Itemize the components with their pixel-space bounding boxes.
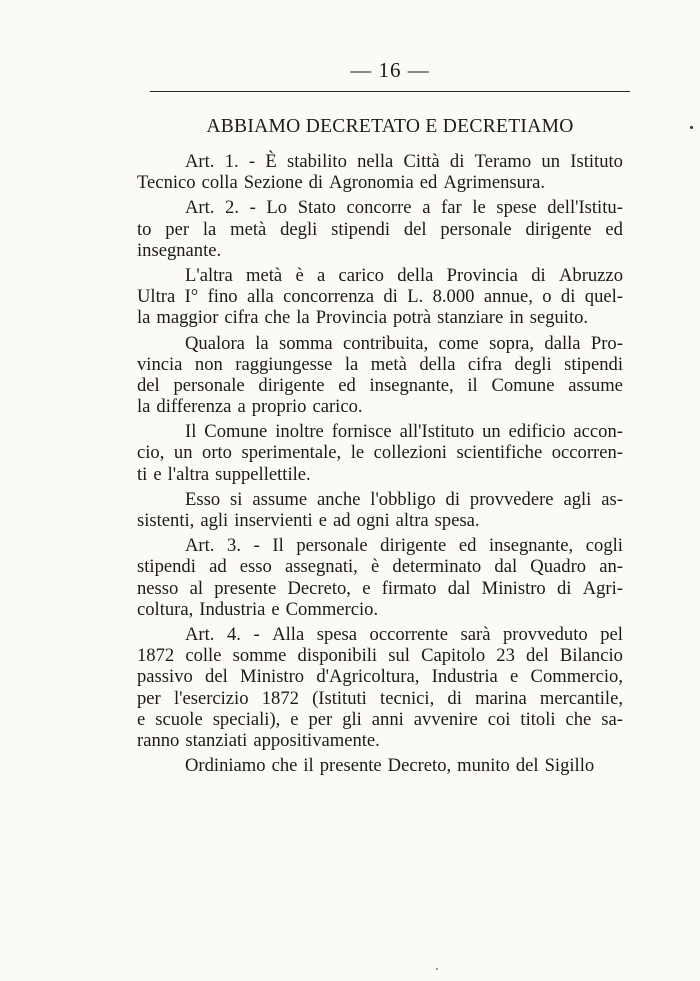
paragraph bbox=[137, 333, 623, 418]
text-line: la maggior cifra che la Provincia potrà stanziare in seguito. bbox=[137, 307, 589, 329]
text-line: Art. 1. - È stabilito nella Città di Teramo un Istituto bbox=[185, 151, 623, 172]
paragraph bbox=[137, 151, 623, 193]
text-line: Art. 2. - Lo Stato concorre a far le spese dell'Istitu- bbox=[185, 197, 623, 219]
text-line: per l'esercizio 1872 (Istituti tecnici, di marina mercantile, bbox=[137, 687, 623, 709]
text-line: nesso al presente Decreto, e firmato dal Ministro di Agri- bbox=[137, 577, 623, 599]
text-line: sistenti, agli inservienti e ad ogni altra spesa. bbox=[137, 510, 480, 531]
header-rule bbox=[150, 91, 630, 92]
text-line: passivo del Ministro d'Agricoltura, Industria e Commercio, bbox=[137, 666, 623, 688]
text-line: Ultra I° fino alla concorrenza di L. 8.000 annue, o di quel- bbox=[137, 286, 623, 308]
text-line: ranno stanziati appositivamente. bbox=[137, 729, 380, 751]
text-line: Esso si assume anche l'obbligo di provvedere agli as- bbox=[185, 488, 623, 510]
paragraph bbox=[137, 624, 623, 751]
text-line: Qualora la somma contribuita, come sopra, dalla Pro- bbox=[185, 332, 623, 354]
paper-speck bbox=[436, 968, 438, 970]
text-line: Art. 3. - Il personale dirigente ed insegnante, cogli bbox=[185, 535, 623, 557]
text-line: Ordiniamo che il presente Decreto, munito del Sigillo bbox=[185, 755, 595, 777]
paragraph bbox=[137, 535, 623, 620]
text-line: ti e l'altra suppellettile. bbox=[137, 463, 311, 485]
paragraph bbox=[137, 489, 623, 531]
body-text bbox=[137, 151, 623, 776]
page-number: — 16 — bbox=[350, 58, 430, 82]
text-line: e scuole speciali), e per gli anni avvenire coi titoli che sa- bbox=[137, 708, 623, 730]
paragraph bbox=[137, 197, 623, 261]
text-line: la differenza a proprio carico. bbox=[137, 396, 363, 418]
text-line: Tecnico colla Sezione di Agronomia ed Agrimensura. bbox=[137, 172, 546, 194]
text-line: Art. 4. - Alla spesa occorrente sarà provveduto pel bbox=[185, 623, 623, 645]
text-line: cio, un orto sperimentale, le collezioni scientifiche occorren- bbox=[137, 442, 623, 464]
text-line: insegnante. bbox=[137, 239, 222, 261]
text-line: coltura, Industria e Commercio. bbox=[137, 598, 379, 620]
text-line: L'altra metà è a carico della Provincia di Abruzzo bbox=[185, 264, 623, 286]
paragraph bbox=[137, 265, 623, 329]
section-heading: ABBIAMO DECRETATO E DECRETIAMO bbox=[206, 116, 574, 137]
text-line: Il Comune inoltre fornisce all'Istituto un edificio accon- bbox=[185, 421, 623, 443]
text-line: to per la metà degli stipendi del personale dirigente ed bbox=[137, 218, 623, 240]
text-line: 1872 colle somme disponibili sul Capitolo 23 del Bilancio bbox=[137, 645, 623, 667]
paragraph bbox=[137, 421, 623, 485]
paper-speck bbox=[690, 126, 693, 129]
paragraph bbox=[137, 755, 623, 776]
text-line: del personale dirigente ed insegnante, il Comune assume bbox=[137, 374, 623, 396]
text-line: stipendi ad esso assegnati, è determinato dal Quadro an- bbox=[137, 556, 623, 578]
text-line: vincia non raggiungesse la metà della cifra degli stipendi bbox=[137, 353, 623, 375]
